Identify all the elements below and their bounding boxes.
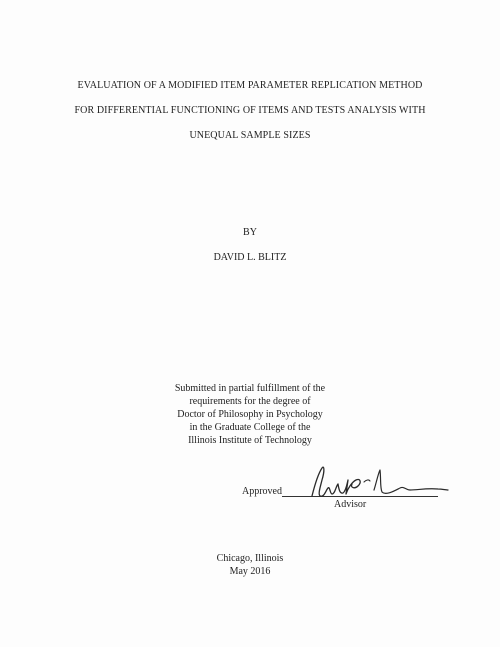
by-label: BY [243,227,257,238]
submission-line-2: requirements for the degree of [189,396,311,407]
date: May 2016 [229,566,271,577]
approved-label: Approved [242,486,282,497]
advisor-label: Advisor [334,499,367,510]
title-line-1: EVALUATION OF A MODIFIED ITEM PARAMETER REPLICATION METHOD [77,80,423,91]
advisor-signature [300,460,450,508]
title-line-2: FOR DIFFERENTIAL FUNCTIONING OF ITEMS AND TESTS ANALYSIS WITH [74,105,426,116]
submission-line-3: Doctor of Philosophy in Psychology [177,409,323,420]
submission-line-5: Illinois Institute of Technology [188,435,312,446]
title-line-3: UNEQUAL SAMPLE SIZES [189,130,311,141]
submission-line-1: Submitted in partial fulfillment of the [174,383,326,394]
location: Chicago, Illinois [216,553,284,564]
submission-line-4: in the Graduate College of the [189,422,311,433]
author-name: DAVID L. BLITZ [213,252,287,263]
